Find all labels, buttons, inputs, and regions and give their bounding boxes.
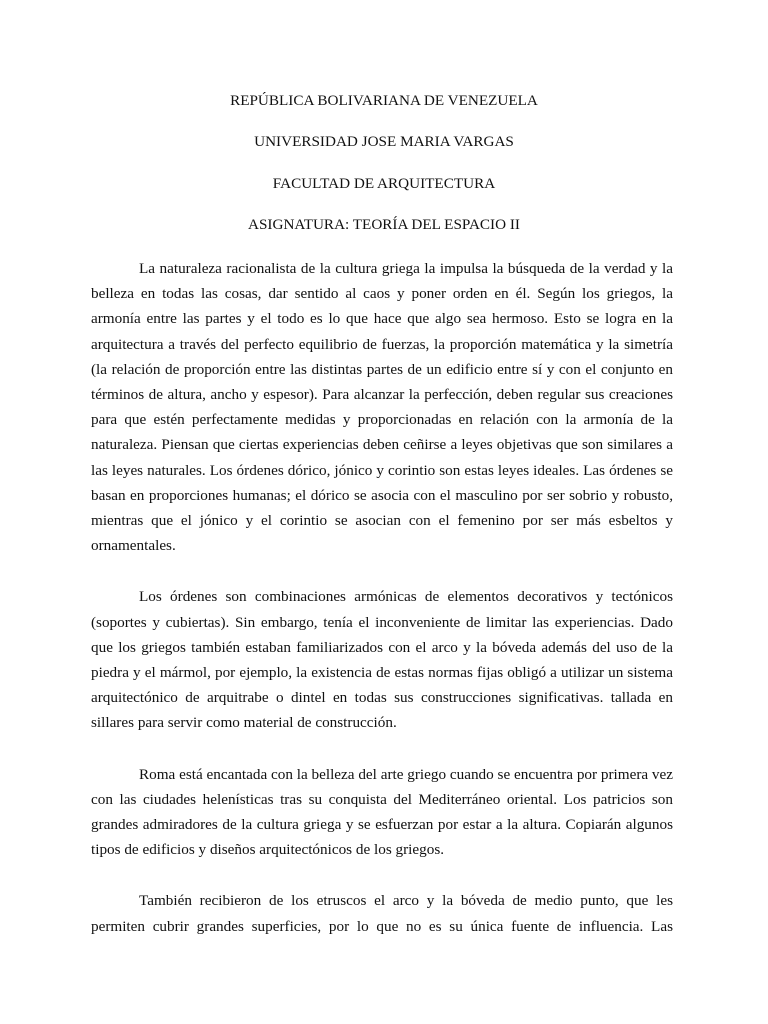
header-republic: REPÚBLICA BOLIVARIANA DE VENEZUELA <box>230 92 538 109</box>
paragraph-1: La naturaleza racionalista de la cultura griega la impulsa la búsqueda de la verdad y la belleza en todas las cosas, dar sentido al caos y poner orden en él. Según los griegos, la armonía entre las partes y el todo es lo que hace que algo sea hermoso. Esto se logra en la arquitectura a través del perfecto equilibrio de fuerzas, la proporción matemática y la simetría (la relación de proporción entre las distintas partes de un edificio entre sí y con el conjunto en términos de altura, ancho y espesor). Para alcanzar la perfección, deben regular sus creaciones para que estén perfectamente medidas y proporcionadas en relación con la armonía de la naturaleza. Piensan que ciertas experiencias deben ceñirse a leyes objetivas que son similares a las leyes naturales. Los órdenes dórico, jónico y corintio son estas leyes ideales. Las órdenes se basan en proporciones humanas; el dórico se asocia con el masculino por ser sobrio y robusto, mientras que el jónico y el corintio se asocian con el femenino por ser más esbeltos y ornamentales. <box>91 260 673 555</box>
header-subject: ASIGNATURA: TEORÍA DEL ESPACIO II <box>248 216 520 233</box>
paragraph-4: También recibieron de los etruscos el arco y la bóveda de medio punto, que les permiten cubrir grandes superficies, por lo que no es su única fuente de influencia. Las <box>91 892 673 935</box>
paragraph-2: Los órdenes son combinaciones armónicas de elementos decorativos y tectónicos (soportes y cubiertas). Sin embargo, tenía el inconveniente de limitar las experiencias. Dado que los griegos también estaban familiarizados con el arco y la bóveda además del uso de la piedra y el mármol, por ejemplo, la existencia de estas normas fijas obligó a utilizar un sistema arquitectónico de arquitrabe o dintel en todas sus construcciones significativas. tallada en sillares para servir como material de construcción. <box>91 588 673 732</box>
header-faculty: FACULTAD DE ARQUITECTURA <box>272 175 496 192</box>
header-university: UNIVERSIDAD JOSE MARIA VARGAS <box>254 133 514 150</box>
paragraph-3: Roma está encantada con la belleza del arte griego cuando se encuentra por primera vez con las ciudades helenísticas tras su conquista del Mediterráneo oriental. Los patricios son grandes admiradores de la cultura griega y se esfuerzan por estar a la altura. Copiarán algunos tipos de edificios y diseños arquitectónicos de los griegos. <box>91 765 673 859</box>
document-body <box>91 256 673 939</box>
